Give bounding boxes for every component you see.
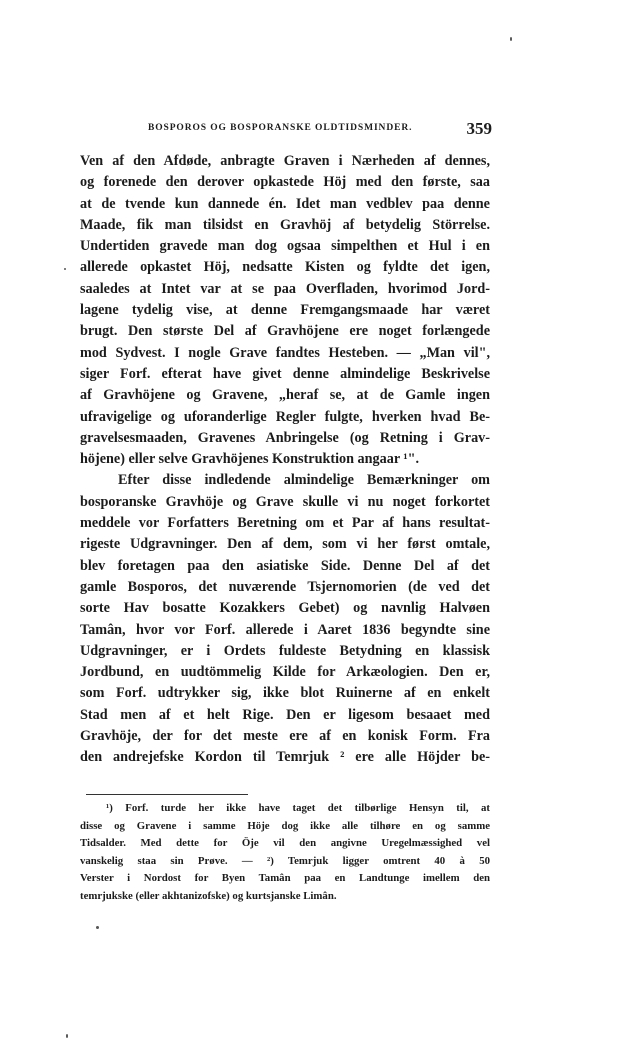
text-line: rigeste Udgravninger. Den af dem, som vi her først omtale, [80, 536, 490, 553]
text-line: bosporanske Gravhöje og Grave skulle vi nu noget forkortet [80, 493, 490, 510]
footnote-line: Verster i Nordost for Byen Tamân paa en Landtunge imellem den [80, 872, 490, 884]
footnote-line: ¹) Forf. turde her ikke have taget det tilbørlige Hensyn til, at [106, 802, 490, 814]
text-line: af Gravhöjene og Gravene, „heraf se, at de Gamle ingen [80, 387, 490, 404]
text-line: gamle Bosporos, det nuværende Tsjernomorien (de ved det [80, 578, 490, 595]
text-line: Udgravninger, er i Ordets fuldeste Betydning en klassisk [80, 642, 490, 659]
text-line: Stad men af et helt Rige. Den er ligesom besaaet med [80, 706, 490, 723]
running-title: BOSPOROS OG BOSPORANSKE OLDTIDSMINDER. [148, 123, 413, 133]
footnote-rule [86, 794, 248, 795]
text-line: Ven af den Afdøde, anbragte Graven i Nærheden af dennes, [80, 153, 490, 169]
text-line: at de tvende kun dannede én. Idet man vedblev paa denne [80, 195, 490, 212]
text-line: den andrejefske Kordon til Temrjuk ² ere alle Höjder be- [80, 749, 490, 766]
text-line: og forenede den derover opkastede Höj med den første, saa [80, 174, 490, 191]
text-line: Maade, fik man tilsidst en Gravhöj af betydelig Störrelse. [80, 216, 490, 233]
text-line: siger Forf. efterat have givet denne almindelige Beskrivelse [80, 365, 490, 382]
text-line: Undertiden gravede man dog ogsaa simpelthen et Hul i en [80, 238, 490, 255]
text-line: gravelsesmaaden, Gravenes Anbringelse (og Retning i Grav- [80, 429, 490, 446]
footnotes [80, 800, 490, 905]
text-line: Gravhöje, der for det meste ere af en konisk Form. Fra [80, 728, 490, 745]
paragraph-end-line: höjene) eller selve Gravhöjenes Konstruktion angaar ¹". [80, 451, 420, 468]
footnote-line: temrjukske (eller akhtanizofske) og kurtsjanske Limân. [80, 889, 337, 902]
footnote-line: disse og Gravene i samme Höje dog ikke alle tilhøre en og samme [80, 819, 490, 832]
page-number: 359 [466, 119, 492, 138]
text-line: Jordbund, en uudtömmelig Kilde for Arkæologien. Den er, [80, 664, 490, 681]
text-line: blev foretagen paa den asiatiske Side. Denne Del af det [80, 557, 490, 574]
footnote-line: vanskelig staa sin Prøve. — ²) Temrjuk ligger omtrent 40 à 50 [80, 854, 490, 867]
text-line: mod Sydvest. I nogle Grave fandtes Hesteben. — „Man vil", [80, 344, 490, 361]
text-line: brugt. Den største Del af Gravhöjene ere noget forlængede [80, 323, 490, 340]
text-line: meddele vor Forfatters Beretning om et Par af hans resultat- [80, 515, 490, 532]
text-line: allerede opkastet Höj, nedsatte Kisten og fyldte det igen, [80, 259, 490, 276]
text-line: lagene tydelig vise, at denne Fremgangsmaade har været [80, 302, 490, 319]
text-line: saaledes at Intet var at se paa Overfladen, hvorimod Jord- [80, 280, 490, 297]
body-text [80, 151, 490, 769]
scan-speck [66, 1034, 68, 1038]
scan-speck [510, 37, 512, 41]
footnote-line: Tidsalder. Med dette for Öje vil den angivne Uregelmæssighed vel [80, 837, 490, 849]
text-line: sorte Hav bosatte Kozakkers Gebet) og navnlig Halvøen [80, 600, 490, 617]
text-line: ufravigelige og uforanderlige Regler fulgte, hverken hvad Be- [80, 408, 490, 425]
scan-speck [64, 268, 66, 270]
paragraph-start-line: Efter disse indledende almindelige Bemærkninger om [118, 472, 490, 489]
text-line: som Forf. udtrykker sig, ikke blot Ruinerne af en enkelt [80, 685, 490, 702]
scan-speck [96, 926, 99, 929]
running-header [80, 119, 494, 141]
text-line: Tamân, hvor vor Forf. allerede i Aaret 1836 begyndte sine [80, 621, 490, 638]
